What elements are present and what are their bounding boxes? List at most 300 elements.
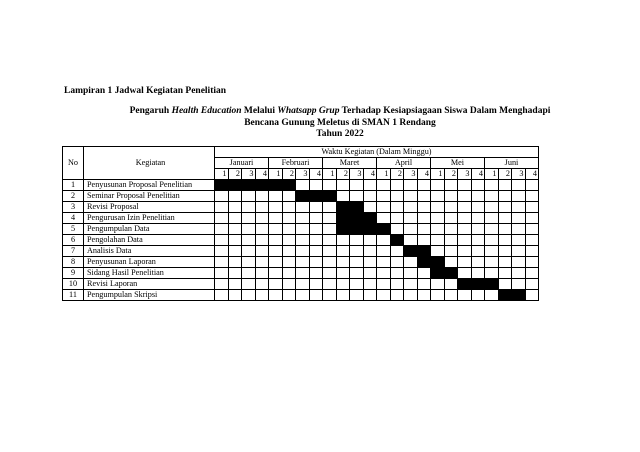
- schedule-cell-empty: [498, 246, 512, 257]
- schedule-cell-empty: [390, 279, 404, 290]
- schedule-cell-empty: [269, 191, 283, 202]
- week-header: 1: [485, 169, 499, 180]
- schedule-cell-empty: [350, 268, 364, 279]
- week-header: 2: [390, 169, 404, 180]
- week-header: 1: [431, 169, 445, 180]
- schedule-cell-empty: [215, 202, 229, 213]
- schedule-cell-empty: [363, 290, 377, 301]
- schedule-cell-empty: [431, 279, 445, 290]
- schedule-cell-filled: [242, 180, 256, 191]
- schedule-cell-empty: [336, 257, 350, 268]
- schedule-cell-empty: [350, 290, 364, 301]
- schedule-cell-empty: [255, 202, 269, 213]
- schedule-cell-empty: [458, 246, 472, 257]
- schedule-cell-empty: [444, 180, 458, 191]
- month-header-juni: Juni: [485, 158, 539, 169]
- week-header: 2: [444, 169, 458, 180]
- schedule-cell-empty: [471, 235, 485, 246]
- schedule-cell-empty: [444, 235, 458, 246]
- schedule-cell-empty: [444, 213, 458, 224]
- schedule-cell-empty: [242, 224, 256, 235]
- month-header-maret: Maret: [323, 158, 377, 169]
- schedule-cell-empty: [458, 224, 472, 235]
- schedule-cell-empty: [498, 202, 512, 213]
- schedule-cell-empty: [269, 213, 283, 224]
- schedule-cell-empty: [431, 290, 445, 301]
- schedule-cell-empty: [471, 180, 485, 191]
- schedule-cell-empty: [215, 268, 229, 279]
- schedule-cell-empty: [269, 290, 283, 301]
- schedule-cell-filled: [377, 224, 391, 235]
- week-header: 3: [296, 169, 310, 180]
- row-number: 8: [63, 257, 84, 268]
- title-prefix: Pengaruh: [129, 106, 172, 116]
- schedule-cell-empty: [336, 268, 350, 279]
- schedule-cell-filled: [215, 180, 229, 191]
- schedule-cell-empty: [255, 224, 269, 235]
- schedule-cell-filled: [417, 257, 431, 268]
- schedule-cell-empty: [336, 191, 350, 202]
- schedule-cell-empty: [417, 191, 431, 202]
- schedule-cell-empty: [444, 202, 458, 213]
- schedule-cell-empty: [242, 213, 256, 224]
- schedule-cell-empty: [498, 224, 512, 235]
- activity-name: Revisi Proposal: [84, 202, 215, 213]
- schedule-cell-empty: [431, 191, 445, 202]
- schedule-cell-empty: [336, 246, 350, 257]
- week-header: 4: [471, 169, 485, 180]
- schedule-cell-empty: [485, 235, 499, 246]
- schedule-cell-empty: [228, 246, 242, 257]
- schedule-cell-empty: [282, 290, 296, 301]
- schedule-cell-empty: [390, 224, 404, 235]
- schedule-cell-empty: [309, 180, 323, 191]
- week-header: 4: [255, 169, 269, 180]
- schedule-cell-empty: [377, 246, 391, 257]
- activity-name: Pengolahan Data: [84, 235, 215, 246]
- week-header: 3: [458, 169, 472, 180]
- schedule-cell-empty: [296, 180, 310, 191]
- schedule-cell-filled: [498, 290, 512, 301]
- schedule-cell-empty: [255, 279, 269, 290]
- schedule-cell-empty: [296, 224, 310, 235]
- schedule-cell-empty: [525, 224, 539, 235]
- schedule-cell-empty: [282, 257, 296, 268]
- schedule-cell-empty: [242, 235, 256, 246]
- schedule-cell-empty: [471, 191, 485, 202]
- schedule-cell-empty: [417, 235, 431, 246]
- schedule-cell-empty: [228, 213, 242, 224]
- week-header: 3: [242, 169, 256, 180]
- schedule-cell-filled: [363, 213, 377, 224]
- schedule-cell-empty: [350, 191, 364, 202]
- schedule-header: [63, 147, 539, 180]
- schedule-cell-empty: [485, 268, 499, 279]
- schedule-cell-empty: [282, 191, 296, 202]
- schedule-cell-empty: [471, 257, 485, 268]
- schedule-cell-empty: [390, 290, 404, 301]
- schedule-cell-filled: [336, 224, 350, 235]
- attachment-heading: Lampiran 1 Jadwal Kegiatan Penelitian: [64, 86, 227, 96]
- schedule-cell-filled: [431, 257, 445, 268]
- schedule-cell-empty: [323, 202, 337, 213]
- schedule-cell-empty: [323, 290, 337, 301]
- schedule-cell-empty: [255, 246, 269, 257]
- schedule-cell-empty: [296, 268, 310, 279]
- schedule-cell-empty: [309, 213, 323, 224]
- title-suffix: Terhadap Kesiapsiagaan Siswa Dalam Menghadapi: [339, 106, 551, 116]
- schedule-cell-empty: [296, 246, 310, 257]
- schedule-cell-empty: [363, 191, 377, 202]
- schedule-cell-empty: [512, 180, 526, 191]
- week-header: 2: [228, 169, 242, 180]
- schedule-cell-empty: [228, 279, 242, 290]
- schedule-cell-empty: [458, 202, 472, 213]
- schedule-cell-empty: [417, 224, 431, 235]
- row-number: 10: [63, 279, 84, 290]
- schedule-cell-empty: [485, 290, 499, 301]
- schedule-cell-empty: [309, 246, 323, 257]
- schedule-cell-empty: [444, 191, 458, 202]
- week-header: 3: [404, 169, 418, 180]
- schedule-cell-empty: [485, 191, 499, 202]
- schedule-cell-empty: [404, 180, 418, 191]
- schedule-cell-empty: [525, 213, 539, 224]
- schedule-cell-filled: [269, 180, 283, 191]
- schedule-cell-empty: [431, 180, 445, 191]
- schedule-cell-empty: [525, 180, 539, 191]
- schedule-cell-empty: [390, 268, 404, 279]
- schedule-cell-empty: [525, 191, 539, 202]
- schedule-cell-empty: [350, 279, 364, 290]
- schedule-cell-filled: [471, 279, 485, 290]
- schedule-cell-empty: [377, 290, 391, 301]
- row-number: 7: [63, 246, 84, 257]
- schedule-cell-empty: [350, 257, 364, 268]
- schedule-cell-filled: [323, 191, 337, 202]
- week-header: 2: [336, 169, 350, 180]
- schedule-cell-empty: [228, 290, 242, 301]
- schedule-cell-empty: [458, 257, 472, 268]
- table-row: [63, 279, 539, 290]
- schedule-cell-empty: [404, 191, 418, 202]
- schedule-cell-empty: [363, 279, 377, 290]
- header-activity: Kegiatan: [84, 147, 215, 180]
- schedule-cell-empty: [525, 279, 539, 290]
- schedule-cell-empty: [525, 257, 539, 268]
- schedule-cell-empty: [282, 268, 296, 279]
- schedule-cell-empty: [323, 246, 337, 257]
- schedule-cell-empty: [377, 257, 391, 268]
- schedule-cell-empty: [269, 279, 283, 290]
- schedule-cell-empty: [431, 246, 445, 257]
- schedule-cell-empty: [255, 213, 269, 224]
- schedule-cell-empty: [431, 213, 445, 224]
- week-header: 2: [498, 169, 512, 180]
- header-no: No: [63, 147, 84, 180]
- schedule-cell-filled: [228, 180, 242, 191]
- schedule-cell-empty: [525, 290, 539, 301]
- schedule-cell-empty: [458, 213, 472, 224]
- row-number: 3: [63, 202, 84, 213]
- schedule-cell-empty: [363, 257, 377, 268]
- schedule-cell-filled: [485, 279, 499, 290]
- schedule-cell-empty: [444, 257, 458, 268]
- schedule-cell-empty: [242, 246, 256, 257]
- schedule-cell-empty: [228, 257, 242, 268]
- schedule-cell-empty: [215, 257, 229, 268]
- schedule-cell-empty: [228, 224, 242, 235]
- schedule-cell-empty: [323, 268, 337, 279]
- schedule-cell-empty: [282, 246, 296, 257]
- schedule-cell-empty: [242, 257, 256, 268]
- schedule-cell-empty: [390, 191, 404, 202]
- schedule-cell-empty: [377, 213, 391, 224]
- schedule-cell-empty: [363, 202, 377, 213]
- schedule-cell-filled: [512, 290, 526, 301]
- schedule-cell-empty: [498, 213, 512, 224]
- table-row: [63, 246, 539, 257]
- schedule-cell-empty: [390, 213, 404, 224]
- month-header-mei: Mei: [431, 158, 485, 169]
- week-header: 4: [525, 169, 539, 180]
- schedule-cell-empty: [444, 224, 458, 235]
- schedule-cell-empty: [377, 268, 391, 279]
- schedule-cell-empty: [417, 202, 431, 213]
- row-number: 11: [63, 290, 84, 301]
- schedule-cell-empty: [269, 246, 283, 257]
- month-header-april: April: [377, 158, 431, 169]
- schedule-cell-empty: [404, 279, 418, 290]
- schedule-cell-empty: [215, 235, 229, 246]
- schedule-cell-filled: [350, 213, 364, 224]
- schedule-cell-filled: [255, 180, 269, 191]
- table-row: [63, 213, 539, 224]
- schedule-cell-empty: [323, 235, 337, 246]
- week-header: 3: [512, 169, 526, 180]
- schedule-cell-empty: [417, 213, 431, 224]
- schedule-cell-empty: [512, 279, 526, 290]
- activity-name: Analisis Data: [84, 246, 215, 257]
- schedule-cell-empty: [215, 191, 229, 202]
- row-number: 9: [63, 268, 84, 279]
- schedule-cell-empty: [377, 191, 391, 202]
- row-number: 6: [63, 235, 84, 246]
- schedule-cell-empty: [363, 246, 377, 257]
- week-header: 4: [309, 169, 323, 180]
- schedule-cell-empty: [309, 202, 323, 213]
- schedule-cell-empty: [404, 257, 418, 268]
- schedule-cell-empty: [323, 279, 337, 290]
- schedule-cell-empty: [309, 235, 323, 246]
- schedule-cell-empty: [377, 202, 391, 213]
- schedule-cell-filled: [458, 279, 472, 290]
- schedule-cell-empty: [458, 290, 472, 301]
- schedule-cell-empty: [498, 235, 512, 246]
- schedule-cell-empty: [525, 268, 539, 279]
- schedule-cell-empty: [242, 290, 256, 301]
- schedule-cell-empty: [498, 268, 512, 279]
- schedule-cell-empty: [255, 257, 269, 268]
- header-row-time: [63, 147, 539, 158]
- schedule-cell-empty: [296, 213, 310, 224]
- schedule-cell-empty: [336, 290, 350, 301]
- schedule-cell-empty: [215, 290, 229, 301]
- table-row: [63, 180, 539, 191]
- schedule-cell-empty: [417, 279, 431, 290]
- schedule-cell-empty: [417, 290, 431, 301]
- row-number: 4: [63, 213, 84, 224]
- schedule-cell-empty: [525, 246, 539, 257]
- schedule-cell-empty: [228, 202, 242, 213]
- schedule-cell-empty: [498, 257, 512, 268]
- schedule-cell-empty: [350, 235, 364, 246]
- schedule-cell-empty: [485, 224, 499, 235]
- schedule-cell-empty: [309, 290, 323, 301]
- schedule-cell-filled: [431, 268, 445, 279]
- activity-name: Penyusunan Proposal Penelitian: [84, 180, 215, 191]
- schedule-cell-empty: [458, 235, 472, 246]
- title-italic-whatsapp-grup: Whatsapp Grup: [277, 106, 340, 116]
- schedule-cell-empty: [255, 191, 269, 202]
- schedule-cell-empty: [282, 224, 296, 235]
- week-header: 4: [363, 169, 377, 180]
- activity-name: Penyusunan Laporan: [84, 257, 215, 268]
- schedule-cell-filled: [390, 235, 404, 246]
- schedule-cell-empty: [269, 268, 283, 279]
- schedule-cell-empty: [458, 191, 472, 202]
- schedule-cell-empty: [485, 246, 499, 257]
- schedule-cell-empty: [215, 279, 229, 290]
- schedule-cell-empty: [498, 279, 512, 290]
- schedule-cell-empty: [269, 224, 283, 235]
- schedule-cell-filled: [336, 213, 350, 224]
- activity-name: Revisi Laporan: [84, 279, 215, 290]
- schedule-cell-empty: [296, 290, 310, 301]
- table-row: [63, 202, 539, 213]
- schedule-cell-empty: [525, 235, 539, 246]
- schedule-cell-empty: [363, 268, 377, 279]
- table-row: [63, 191, 539, 202]
- schedule-cell-empty: [377, 279, 391, 290]
- schedule-cell-filled: [350, 202, 364, 213]
- schedule-cell-empty: [512, 246, 526, 257]
- schedule-cell-empty: [390, 202, 404, 213]
- schedule-cell-empty: [458, 180, 472, 191]
- schedule-cell-empty: [390, 180, 404, 191]
- schedule-cell-empty: [323, 257, 337, 268]
- activity-name: Seminar Proposal Penelitian: [84, 191, 215, 202]
- week-header: 4: [417, 169, 431, 180]
- schedule-cell-empty: [471, 202, 485, 213]
- schedule-cell-empty: [458, 268, 472, 279]
- schedule-cell-empty: [269, 235, 283, 246]
- schedule-cell-empty: [404, 213, 418, 224]
- document-title: [60, 106, 620, 141]
- schedule-cell-filled: [444, 268, 458, 279]
- schedule-cell-empty: [242, 202, 256, 213]
- schedule-cell-empty: [309, 257, 323, 268]
- schedule-cell-empty: [350, 180, 364, 191]
- schedule-cell-empty: [323, 180, 337, 191]
- schedule-cell-empty: [485, 180, 499, 191]
- schedule-cell-empty: [242, 268, 256, 279]
- schedule-cell-empty: [404, 268, 418, 279]
- schedule-cell-empty: [471, 290, 485, 301]
- schedule-cell-empty: [336, 279, 350, 290]
- row-number: 2: [63, 191, 84, 202]
- schedule-cell-empty: [512, 191, 526, 202]
- week-header: 1: [269, 169, 283, 180]
- schedule-cell-empty: [282, 213, 296, 224]
- title-line-1: [60, 106, 620, 118]
- schedule-cell-empty: [498, 191, 512, 202]
- schedule-cell-empty: [471, 224, 485, 235]
- schedule-cell-filled: [363, 224, 377, 235]
- schedule-cell-empty: [404, 290, 418, 301]
- schedule-cell-empty: [269, 257, 283, 268]
- schedule-cell-empty: [296, 279, 310, 290]
- schedule-cell-filled: [282, 180, 296, 191]
- schedule-cell-empty: [417, 268, 431, 279]
- schedule-cell-empty: [431, 202, 445, 213]
- schedule-cell-filled: [350, 224, 364, 235]
- activity-name: Pengurusan Izin Penelitian: [84, 213, 215, 224]
- schedule-cell-empty: [444, 290, 458, 301]
- schedule-cell-empty: [471, 268, 485, 279]
- schedule-cell-empty: [336, 235, 350, 246]
- week-header: 1: [323, 169, 337, 180]
- schedule-cell-empty: [417, 180, 431, 191]
- schedule-cell-empty: [444, 279, 458, 290]
- schedule-cell-empty: [525, 202, 539, 213]
- schedule-cell-empty: [512, 224, 526, 235]
- week-header: 1: [377, 169, 391, 180]
- table-row: [63, 257, 539, 268]
- title-mid: Melalui: [241, 106, 278, 116]
- schedule-cell-empty: [512, 268, 526, 279]
- schedule-cell-empty: [350, 246, 364, 257]
- schedule-cell-filled: [417, 246, 431, 257]
- table-row: [63, 224, 539, 235]
- schedule-cell-empty: [512, 202, 526, 213]
- schedule-cell-empty: [255, 268, 269, 279]
- month-header-januari: Januari: [215, 158, 269, 169]
- month-header-februari: Februari: [269, 158, 323, 169]
- schedule-cell-empty: [485, 213, 499, 224]
- schedule-cell-empty: [215, 224, 229, 235]
- schedule-cell-empty: [485, 202, 499, 213]
- schedule-cell-empty: [296, 235, 310, 246]
- week-header: 3: [350, 169, 364, 180]
- schedule-cell-empty: [215, 246, 229, 257]
- schedule-cell-empty: [498, 180, 512, 191]
- schedule-cell-filled: [309, 191, 323, 202]
- title-line-2: Bencana Gunung Meletus di SMAN 1 Rendang: [244, 117, 436, 128]
- schedule-cell-empty: [255, 235, 269, 246]
- schedule-cell-empty: [296, 257, 310, 268]
- schedule-cell-empty: [404, 235, 418, 246]
- schedule-cell-empty: [309, 268, 323, 279]
- schedule-cell-empty: [269, 202, 283, 213]
- schedule-body: [63, 180, 539, 301]
- schedule-cell-empty: [228, 268, 242, 279]
- schedule-cell-empty: [512, 213, 526, 224]
- schedule-cell-empty: [242, 279, 256, 290]
- schedule-cell-empty: [404, 202, 418, 213]
- schedule-cell-empty: [363, 180, 377, 191]
- title-line-3: Tahun 2022: [316, 129, 364, 139]
